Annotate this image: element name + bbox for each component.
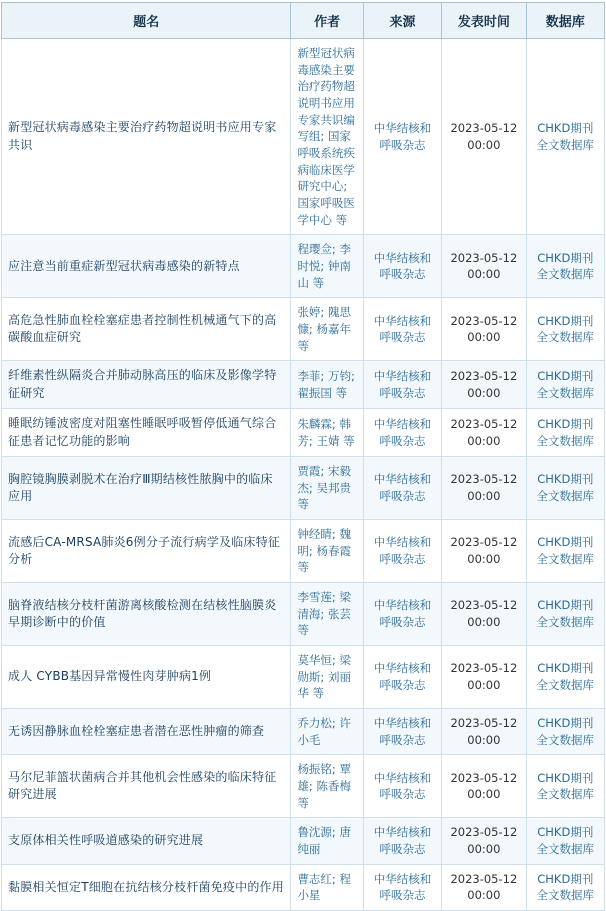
cell-title[interactable] bbox=[2, 818, 291, 864]
cell-author[interactable]: 贾霞; 宋毅杰; 吴邦贵 等 bbox=[291, 456, 363, 519]
cell-source[interactable]: 中华结核和呼吸杂志 bbox=[363, 818, 441, 864]
column-header-author[interactable]: 作者 bbox=[291, 3, 363, 39]
table-body bbox=[2, 39, 605, 911]
title-link[interactable]: 支原体相关性呼吸道感染的研究进展 bbox=[8, 833, 204, 848]
table-row bbox=[2, 361, 605, 409]
column-header-date[interactable]: 发表时间 bbox=[442, 3, 526, 39]
table-row bbox=[2, 818, 605, 864]
cell-title[interactable] bbox=[2, 456, 291, 519]
cell-database: CHKD期刊全文数据库 bbox=[526, 361, 604, 409]
cell-database: CHKD期刊全文数据库 bbox=[526, 409, 604, 457]
cell-title[interactable] bbox=[2, 298, 291, 361]
cell-date: 2023-05-12 00:00 bbox=[442, 39, 526, 235]
cell-database: CHKD期刊全文数据库 bbox=[526, 520, 604, 583]
cell-source[interactable]: 中华结核和呼吸杂志 bbox=[363, 646, 441, 709]
cell-date: 2023-05-12 00:00 bbox=[442, 520, 526, 583]
cell-title[interactable] bbox=[2, 864, 291, 910]
cell-date: 2023-05-12 00:00 bbox=[442, 456, 526, 519]
title-link[interactable]: 无诱因静脉血栓栓塞症患者潜在恶性肿瘤的筛查 bbox=[8, 724, 265, 739]
cell-date: 2023-05-12 00:00 bbox=[442, 361, 526, 409]
cell-author[interactable]: 张婷; 隗思慷; 杨嘉年 等 bbox=[291, 298, 363, 361]
cell-author[interactable]: 李雪莲; 梁清海; 张芸 等 bbox=[291, 583, 363, 646]
cell-source[interactable]: 中华结核和呼吸杂志 bbox=[363, 583, 441, 646]
title-link[interactable]: 黏膜相关恒定T细胞在抗结核分枝杆菌免疫中的作用 bbox=[8, 879, 284, 894]
cell-title[interactable] bbox=[2, 755, 291, 818]
table-row bbox=[2, 39, 605, 235]
cell-date: 2023-05-12 00:00 bbox=[442, 818, 526, 864]
cell-date: 2023-05-12 00:00 bbox=[442, 235, 526, 298]
cell-source[interactable]: 中华结核和呼吸杂志 bbox=[363, 361, 441, 409]
cell-date: 2023-05-12 00:00 bbox=[442, 646, 526, 709]
cell-database: CHKD期刊全文数据库 bbox=[526, 583, 604, 646]
table-row bbox=[2, 298, 605, 361]
table-row bbox=[2, 520, 605, 583]
title-link[interactable]: 睡眠纺锤波密度对阻塞性睡眠呼吸暂停低通气综合征患者记忆功能的影响 bbox=[8, 416, 277, 448]
cell-date: 2023-05-12 00:00 bbox=[442, 709, 526, 755]
cell-source[interactable]: 中华结核和呼吸杂志 bbox=[363, 755, 441, 818]
cell-database: CHKD期刊全文数据库 bbox=[526, 818, 604, 864]
column-header-source[interactable]: 来源 bbox=[363, 3, 441, 39]
cell-title[interactable] bbox=[2, 646, 291, 709]
cell-author[interactable]: 李菲; 万钧; 翟振国 等 bbox=[291, 361, 363, 409]
table-row bbox=[2, 456, 605, 519]
cell-source[interactable]: 中华结核和呼吸杂志 bbox=[363, 520, 441, 583]
cell-database: CHKD期刊全文数据库 bbox=[526, 456, 604, 519]
cell-author[interactable]: 乔力松; 许小毛 bbox=[291, 709, 363, 755]
cell-source[interactable]: 中华结核和呼吸杂志 bbox=[363, 39, 441, 235]
title-link[interactable]: 成人 CYBB基因异常慢性肉芽肿病1例 bbox=[8, 669, 212, 684]
cell-title[interactable] bbox=[2, 709, 291, 755]
search-results-table bbox=[1, 2, 605, 911]
cell-database: CHKD期刊全文数据库 bbox=[526, 298, 604, 361]
table-row bbox=[2, 755, 605, 818]
cell-database: CHKD期刊全文数据库 bbox=[526, 709, 604, 755]
table-row bbox=[2, 709, 605, 755]
cell-source[interactable]: 中华结核和呼吸杂志 bbox=[363, 409, 441, 457]
title-link[interactable]: 流感后CA-MRSA肺炎6例分子流行病学及临床特征分析 bbox=[8, 534, 281, 566]
table-row bbox=[2, 864, 605, 910]
cell-date: 2023-05-12 00:00 bbox=[442, 298, 526, 361]
cell-author[interactable]: 朱麟霖; 韩芳; 王婧 等 bbox=[291, 409, 363, 457]
cell-database: CHKD期刊全文数据库 bbox=[526, 646, 604, 709]
cell-source[interactable]: 中华结核和呼吸杂志 bbox=[363, 298, 441, 361]
cell-author[interactable]: 程璎佥; 李时悦; 钟南山 等 bbox=[291, 235, 363, 298]
cell-title[interactable] bbox=[2, 361, 291, 409]
cell-author[interactable]: 曹志红; 程小星 bbox=[291, 864, 363, 910]
cell-date: 2023-05-12 00:00 bbox=[442, 583, 526, 646]
cell-title[interactable] bbox=[2, 39, 291, 235]
table-row bbox=[2, 583, 605, 646]
cell-database: CHKD期刊全文数据库 bbox=[526, 864, 604, 910]
cell-date: 2023-05-12 00:00 bbox=[442, 864, 526, 910]
cell-author[interactable]: 钟经睛; 魏明; 杨春霞 等 bbox=[291, 520, 363, 583]
title-link[interactable]: 纤维素性纵隔炎合并肺动脉高压的临床及影像学特征研究 bbox=[8, 368, 277, 400]
cell-title[interactable] bbox=[2, 520, 291, 583]
cell-source[interactable]: 中华结核和呼吸杂志 bbox=[363, 709, 441, 755]
column-header-title[interactable]: 题名 bbox=[2, 3, 291, 39]
table-row bbox=[2, 409, 605, 457]
title-link[interactable]: 脑脊液结核分枝杆菌游离核酸检测在结核性脑膜炎早期诊断中的价值 bbox=[8, 597, 277, 630]
table-row bbox=[2, 235, 605, 298]
cell-title[interactable] bbox=[2, 583, 291, 646]
cell-author[interactable]: 杨振铭; 覃雄; 陈香梅 等 bbox=[291, 755, 363, 818]
table-header-row bbox=[2, 3, 605, 39]
title-link[interactable]: 高危急性肺血栓栓塞症患者控制性机械通气下的高碳酸血症研究 bbox=[8, 313, 277, 345]
title-link[interactable]: 马尔尼菲篮状菌病合并其他机会性感染的临床特征研究进展 bbox=[8, 770, 277, 802]
cell-title[interactable] bbox=[2, 235, 291, 298]
cell-source[interactable]: 中华结核和呼吸杂志 bbox=[363, 864, 441, 910]
cell-author[interactable]: 新型冠状病毒感染主要治疗药物超说明书应用专家共识编写组; 国家呼吸系统疾病临床医学研究中心; 国家呼吸医学中心 等 bbox=[291, 39, 363, 235]
table-row bbox=[2, 646, 605, 709]
cell-database: CHKD期刊全文数据库 bbox=[526, 39, 604, 235]
cell-date: 2023-05-12 00:00 bbox=[442, 755, 526, 818]
cell-author[interactable]: 莫华恒; 梁勋斯; 刘丽华 等 bbox=[291, 646, 363, 709]
cell-author[interactable]: 鲁沈源; 唐纯丽 bbox=[291, 818, 363, 864]
cell-database: CHKD期刊全文数据库 bbox=[526, 755, 604, 818]
title-link[interactable]: 新型冠状病毒感染主要治疗药物超说明书应用专家共识 bbox=[8, 120, 277, 152]
cell-title[interactable] bbox=[2, 409, 291, 457]
table-header bbox=[2, 3, 605, 39]
title-link[interactable]: 胸腔镜胸膜剥脱术在治疗Ⅲ期结核性脓胸中的临床应用 bbox=[8, 471, 273, 503]
title-link[interactable]: 应注意当前重症新型冠状病毒感染的新特点 bbox=[8, 258, 240, 273]
cell-database: CHKD期刊全文数据库 bbox=[526, 235, 604, 298]
cell-source[interactable]: 中华结核和呼吸杂志 bbox=[363, 456, 441, 519]
cell-date: 2023-05-12 00:00 bbox=[442, 409, 526, 457]
column-header-database[interactable]: 数据库 bbox=[526, 3, 604, 39]
cell-source[interactable]: 中华结核和呼吸杂志 bbox=[363, 235, 441, 298]
